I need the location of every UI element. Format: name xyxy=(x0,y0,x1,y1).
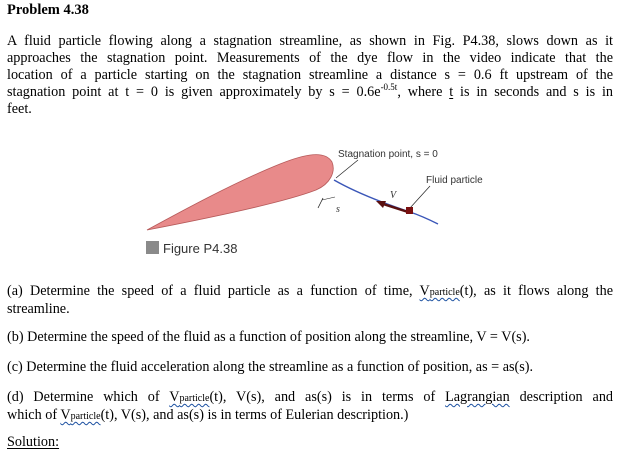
question-b: (b) Determine the speed of the fluid as a function of position along the streamline, V = V(s). xyxy=(7,329,530,345)
intro-line-2: approaches the stagnation point. Measurements of the dye flow in the video indicate that the xyxy=(7,50,613,66)
question-a-post: (t), as it flows along the xyxy=(459,283,613,299)
time-variable: t xyxy=(449,84,454,100)
exponent: -0.5t xyxy=(380,82,398,92)
intro-line-4-a: stagnation point at t = 0 is given approximately by s = 0.6e xyxy=(7,84,381,100)
stagnation-streamline xyxy=(334,180,438,224)
question-d-line2-post: (t), V(s), and as(s) is in terms of Eulerian description.) xyxy=(100,407,409,423)
question-d-line2-v: V xyxy=(60,407,71,423)
fluid-particle-label: Fluid particle xyxy=(426,175,483,186)
question-a-pre: (a) Determine the speed of a fluid particle as a function of time, xyxy=(7,283,420,299)
intro-line-4-b: , where xyxy=(397,84,450,100)
question-d-pre: (d) Determine which of xyxy=(7,389,170,405)
lagrangian-term: Lagrangian xyxy=(445,389,510,405)
question-d-sub: particle xyxy=(179,393,210,404)
velocity-label: V xyxy=(390,190,397,201)
stagnation-point-label: Stagnation point, s = 0 xyxy=(338,149,438,160)
intro-line-3: location of a particle starting on the stagnation streamline a distance s = 0.6 ft upstream of the xyxy=(7,67,613,83)
intro-line-1: A fluid particle flowing along a stagnation streamline, as shown in Fig. P4.38, slows down as it xyxy=(7,33,613,49)
s-dimension-tick xyxy=(318,198,323,208)
question-a-sub: particle xyxy=(429,287,460,298)
intro-line-4-c: is in seconds and s is in xyxy=(453,84,613,100)
s-label: s xyxy=(336,204,340,215)
question-d-line2-pre: which of xyxy=(7,407,61,423)
question-a-line-2: streamline. xyxy=(7,301,70,317)
question-d-v: V xyxy=(169,389,180,405)
particle-leader xyxy=(410,186,430,208)
velocity-arrowhead xyxy=(376,201,386,208)
question-a-v: V xyxy=(419,283,430,299)
fluid-particle xyxy=(406,207,413,214)
question-d-mid: (t), V(s), and as(s) is in terms of xyxy=(209,389,446,405)
question-a xyxy=(7,283,613,318)
question-c: (c) Determine the fluid acceleration along the streamline as a function of position, as = as(s). xyxy=(7,359,534,375)
intro-line-4 xyxy=(7,84,613,101)
question-d-line2-sub: particle xyxy=(70,411,101,422)
caption-square-icon xyxy=(146,241,159,254)
s-dimension-arrow xyxy=(322,197,335,200)
figure-caption-text: Figure P4.38 xyxy=(163,241,238,256)
problem-statement xyxy=(7,33,613,118)
solution-label: Solution: xyxy=(7,434,60,450)
figure-caption xyxy=(146,241,237,256)
airfoil-shape xyxy=(147,155,333,230)
question-d-post: description and xyxy=(509,389,614,405)
intro-line-5: feet. xyxy=(7,101,32,117)
problem-title: Problem 4.38 xyxy=(7,2,89,18)
stagnation-leader xyxy=(336,160,358,178)
question-d xyxy=(7,389,613,425)
